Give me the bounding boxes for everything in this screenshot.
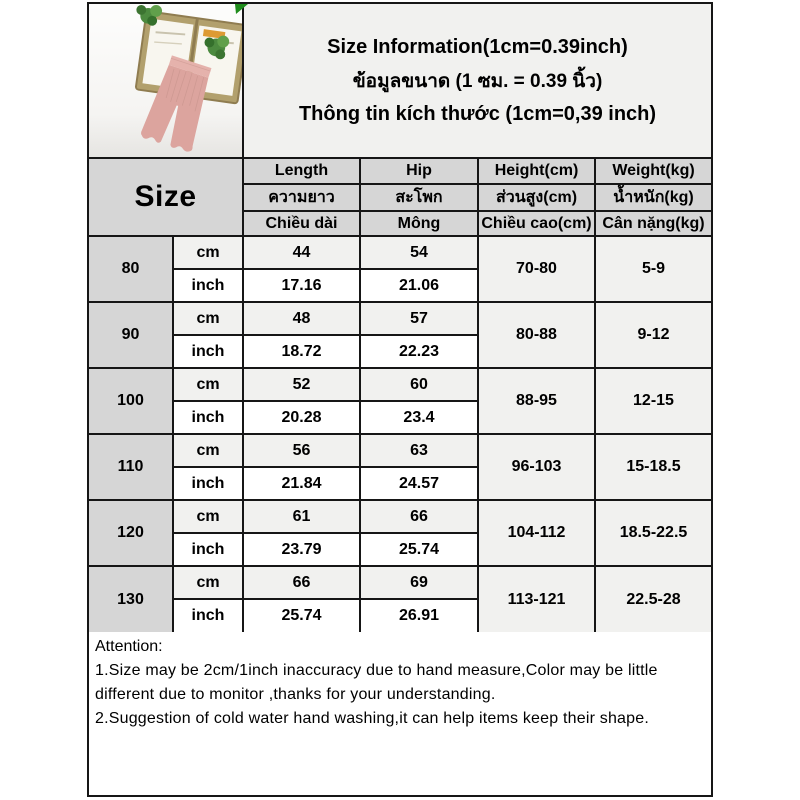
table-row xyxy=(89,500,711,533)
title-section xyxy=(89,4,711,159)
hip-inch-cell: 23.4 xyxy=(360,401,478,434)
table-row xyxy=(89,434,711,467)
length-header-en: Length xyxy=(243,159,360,184)
hip-inch-cell: 24.57 xyxy=(360,467,478,500)
attention-notes xyxy=(89,632,711,795)
unit-inch-cell: inch xyxy=(173,401,243,434)
green-corner-marker-icon xyxy=(235,4,249,16)
hip-cm-cell: 54 xyxy=(360,236,478,269)
size-table xyxy=(89,159,711,632)
table-header xyxy=(89,159,711,236)
title-thai: ข้อมูลขนาด (1 ซม. = 0.39 นิ้ว) xyxy=(352,70,603,92)
weight-header-vi: Cân nặng(kg) xyxy=(595,211,711,236)
product-photo xyxy=(89,4,242,157)
size-column-header: Size xyxy=(89,159,243,236)
product-photo-cell xyxy=(89,4,244,157)
length-header-vi: Chiều dài xyxy=(243,211,360,236)
weight-range-cell: 5-9 xyxy=(595,236,711,302)
hip-inch-cell: 21.06 xyxy=(360,269,478,302)
unit-cm-cell: cm xyxy=(173,236,243,269)
size-value-cell: 100 xyxy=(89,368,173,434)
title-vietnamese: Thông tin kích thước (1cm=0,39 inch) xyxy=(298,102,657,125)
length-cm-cell: 61 xyxy=(243,500,360,533)
unit-cm-cell: cm xyxy=(173,302,243,335)
attention-heading: Attention: xyxy=(95,638,163,655)
hip-header-en: Hip xyxy=(360,159,478,184)
unit-cm-cell: cm xyxy=(173,566,243,599)
height-range-cell: 104-112 xyxy=(478,500,595,566)
unit-cm-cell: cm xyxy=(173,368,243,401)
attention-item-1: 1.Size may be 2cm/1inch inaccuracy due to hand measure,Color may be little different due to monitor ,thanks for your understanding. xyxy=(95,662,658,703)
weight-range-cell: 15-18.5 xyxy=(595,434,711,500)
unit-inch-cell: inch xyxy=(173,599,243,632)
height-range-cell: 88-95 xyxy=(478,368,595,434)
length-inch-cell: 17.16 xyxy=(243,269,360,302)
hip-inch-cell: 22.23 xyxy=(360,335,478,368)
length-inch-cell: 23.79 xyxy=(243,533,360,566)
height-header-th: ส่วนสูง(cm) xyxy=(478,184,595,211)
hip-inch-cell: 25.74 xyxy=(360,533,478,566)
weight-range-cell: 12-15 xyxy=(595,368,711,434)
size-value-cell: 120 xyxy=(89,500,173,566)
table-body xyxy=(89,236,711,632)
weight-range-cell: 9-12 xyxy=(595,302,711,368)
length-header-th: ความยาว xyxy=(243,184,360,211)
length-cm-cell: 48 xyxy=(243,302,360,335)
height-range-cell: 70-80 xyxy=(478,236,595,302)
table-row xyxy=(89,236,711,269)
unit-inch-cell: inch xyxy=(173,467,243,500)
hip-cm-cell: 66 xyxy=(360,500,478,533)
unit-inch-cell: inch xyxy=(173,269,243,302)
size-information-title xyxy=(244,4,711,157)
weight-range-cell: 18.5-22.5 xyxy=(595,500,711,566)
height-range-cell: 80-88 xyxy=(478,302,595,368)
size-value-cell: 80 xyxy=(89,236,173,302)
size-value-cell: 110 xyxy=(89,434,173,500)
unit-inch-cell: inch xyxy=(173,335,243,368)
hip-cm-cell: 57 xyxy=(360,302,478,335)
size-chart-panel xyxy=(87,2,713,797)
size-value-cell: 130 xyxy=(89,566,173,632)
weight-range-cell: 22.5-28 xyxy=(595,566,711,632)
length-cm-cell: 44 xyxy=(243,236,360,269)
attention-item-2: 2.Suggestion of cold water hand washing,it can help items keep their shape. xyxy=(95,710,649,727)
unit-cm-cell: cm xyxy=(173,500,243,533)
length-inch-cell: 18.72 xyxy=(243,335,360,368)
length-cm-cell: 52 xyxy=(243,368,360,401)
height-range-cell: 113-121 xyxy=(478,566,595,632)
length-inch-cell: 21.84 xyxy=(243,467,360,500)
title-english: Size Information(1cm=0.39inch) xyxy=(327,35,628,58)
table-row xyxy=(89,368,711,401)
hip-inch-cell: 26.91 xyxy=(360,599,478,632)
hip-cm-cell: 60 xyxy=(360,368,478,401)
hip-cm-cell: 69 xyxy=(360,566,478,599)
table-row xyxy=(89,302,711,335)
unit-cm-cell: cm xyxy=(173,434,243,467)
length-cm-cell: 56 xyxy=(243,434,360,467)
size-value-cell: 90 xyxy=(89,302,173,368)
length-cm-cell: 66 xyxy=(243,566,360,599)
unit-inch-cell: inch xyxy=(173,533,243,566)
hip-header-vi: Mông xyxy=(360,211,478,236)
height-range-cell: 96-103 xyxy=(478,434,595,500)
weight-header-th: น้ำหนัก(kg) xyxy=(595,184,711,211)
table-row xyxy=(89,566,711,599)
height-header-en: Height(cm) xyxy=(478,159,595,184)
weight-header-en: Weight(kg) xyxy=(595,159,711,184)
height-header-vi: Chiều cao(cm) xyxy=(478,211,595,236)
hip-header-th: สะโพก xyxy=(360,184,478,211)
hip-cm-cell: 63 xyxy=(360,434,478,467)
length-inch-cell: 25.74 xyxy=(243,599,360,632)
header-row-en xyxy=(89,159,711,184)
length-inch-cell: 20.28 xyxy=(243,401,360,434)
